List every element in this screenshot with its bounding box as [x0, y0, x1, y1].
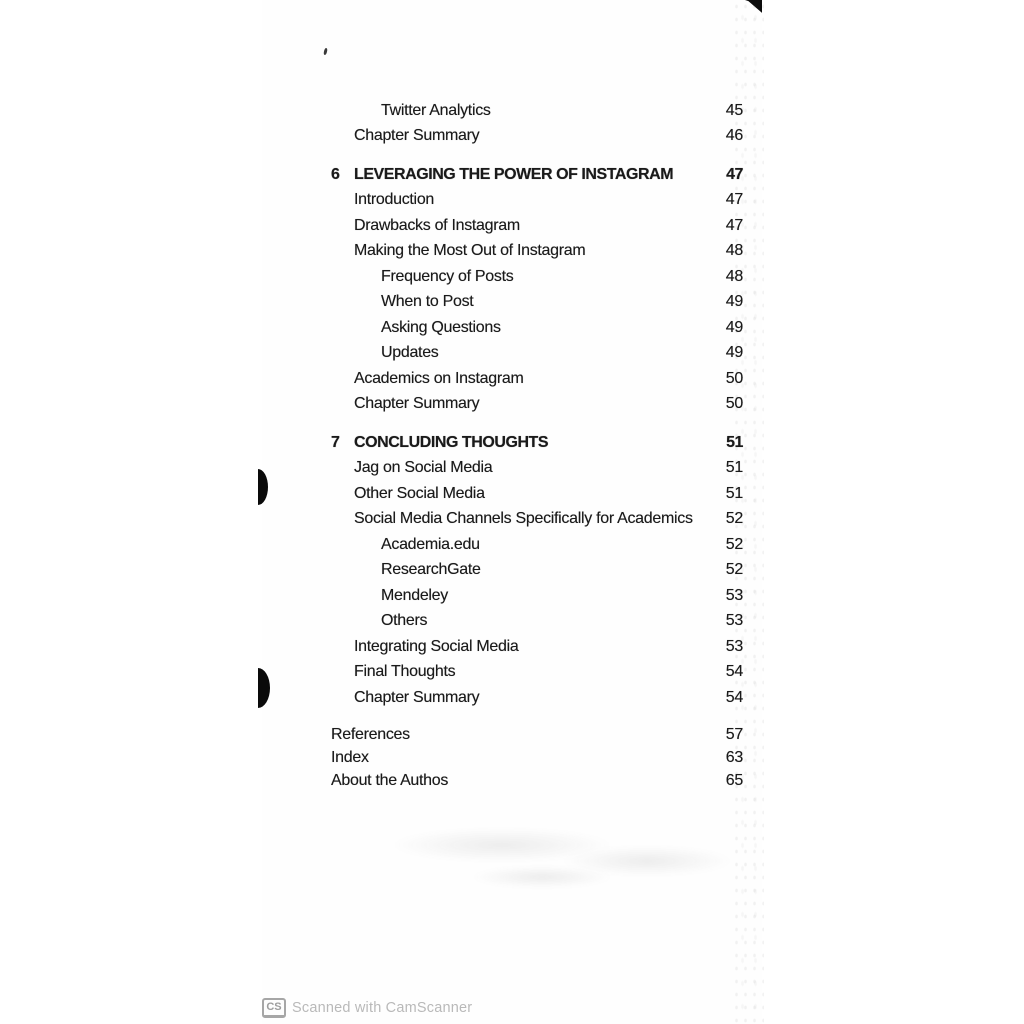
- chapter-number: 7: [331, 433, 340, 451]
- toc-row: [331, 366, 743, 392]
- toc-page-number: 65: [725, 772, 743, 789]
- toc-entry-label: Chapter Summary: [354, 127, 480, 145]
- toc-row: [331, 532, 743, 558]
- toc-page-number: 51: [726, 433, 743, 451]
- toc-entry-label: References: [331, 726, 410, 743]
- toc-row: [331, 609, 743, 635]
- camscanner-watermark-text: Scanned with CamScanner: [292, 1000, 473, 1016]
- toc-entry-label: Frequency of Posts: [381, 267, 514, 285]
- toc-page-number: 54: [725, 663, 743, 681]
- toc-row: [331, 770, 743, 793]
- toc-entry-label: Twitter Analytics: [381, 101, 491, 119]
- toc-row: [331, 724, 743, 747]
- toc-page-number: 52: [725, 561, 743, 579]
- toc-page-number: 52: [725, 535, 743, 553]
- toc-row: [331, 456, 743, 482]
- camscanner-badge-icon: CS: [262, 998, 286, 1018]
- toc-page-number: 52: [725, 510, 743, 528]
- toc-entry-label: Index: [331, 749, 369, 766]
- toc-page-number: 49: [725, 318, 743, 336]
- toc-row: [331, 188, 743, 214]
- toc-row: [331, 392, 743, 418]
- toc: [331, 98, 743, 793]
- binding-shadow-mark: [258, 469, 268, 505]
- toc-entry-label: Chapter Summary: [354, 688, 480, 706]
- toc-row: [331, 341, 743, 367]
- binding-shadow-mark: [258, 668, 270, 708]
- toc-row: [331, 660, 743, 686]
- toc-page-number: 54: [725, 688, 743, 706]
- toc-row: [331, 507, 743, 533]
- toc-row: [331, 583, 743, 609]
- toc-page-number: 63: [725, 749, 743, 766]
- toc-entry-label: Updates: [381, 344, 439, 362]
- toc-entry-label: Making the Most Out of Instagram: [354, 242, 586, 260]
- toc-page-number: 45: [725, 101, 743, 119]
- scan-smudge: [472, 866, 612, 888]
- toc-page-number: 50: [725, 395, 743, 413]
- toc-row: [331, 430, 743, 456]
- toc-row: [331, 98, 743, 124]
- ink-speck: [323, 48, 328, 56]
- camscanner-watermark: [262, 998, 472, 1018]
- toc-entry-label: Academia.edu: [381, 535, 480, 553]
- toc-row: [331, 315, 743, 341]
- toc-page-number: 47: [725, 191, 743, 209]
- toc-row: [331, 558, 743, 584]
- toc-entry-label: Social Media Channels Specifically for Academics: [354, 510, 693, 528]
- toc-page-number: 48: [725, 267, 743, 285]
- chapter-number: 6: [331, 165, 340, 183]
- toc-row: [331, 634, 743, 660]
- toc-entry-label: Integrating Social Media: [354, 637, 519, 655]
- toc-page-number: 51: [725, 459, 743, 477]
- toc-page-number: 47: [725, 216, 743, 234]
- toc-page-number: 50: [725, 369, 743, 387]
- toc-entry-label: Chapter Summary: [354, 395, 480, 413]
- toc-back-matter-block: [331, 724, 743, 793]
- toc-row: [331, 239, 743, 265]
- toc-page-number: 49: [725, 293, 743, 311]
- toc-block: [331, 98, 743, 149]
- toc-row: [331, 747, 743, 770]
- toc-row: [331, 481, 743, 507]
- toc-page-number: 48: [725, 242, 743, 260]
- toc-block: [331, 162, 743, 417]
- toc-entry-label: CONCLUDING THOUGHTS: [354, 433, 549, 451]
- toc-row: [331, 124, 743, 150]
- toc-block: [331, 430, 743, 711]
- toc-row: [331, 685, 743, 711]
- toc-entry-label: Final Thoughts: [354, 663, 456, 681]
- toc-page-number: 53: [725, 612, 743, 630]
- toc-entry-label: About the Authos: [331, 772, 449, 789]
- toc-row: [331, 264, 743, 290]
- toc-entry-label: Jag on Social Media: [354, 459, 493, 477]
- toc-page-number: 51: [725, 484, 743, 502]
- toc-entry-label: Asking Questions: [381, 318, 501, 336]
- toc-entry-label: When to Post: [381, 293, 474, 311]
- toc-entry-label: Others: [381, 612, 428, 630]
- toc-entry-label: ResearchGate: [381, 561, 481, 579]
- toc-row: [331, 213, 743, 239]
- toc-page-number: 49: [725, 344, 743, 362]
- book-page: [262, 0, 762, 1024]
- toc-entry-label: Academics on Instagram: [354, 369, 524, 387]
- toc-page-number: 47: [726, 165, 743, 183]
- toc-page-number: 53: [725, 586, 743, 604]
- toc-page-number: 46: [725, 127, 743, 145]
- toc-entry-label: Mendeley: [381, 586, 448, 604]
- toc-row: [331, 162, 743, 188]
- toc-page-number: 53: [725, 637, 743, 655]
- toc-page-number: 57: [725, 726, 743, 743]
- toc-entry-label: Introduction: [354, 191, 435, 209]
- toc-entry-label: Other Social Media: [354, 484, 485, 502]
- toc-row: [331, 290, 743, 316]
- toc-entry-label: LEVERAGING THE POWER OF INSTAGRAM: [354, 165, 674, 183]
- toc-entry-label: Drawbacks of Instagram: [354, 216, 520, 234]
